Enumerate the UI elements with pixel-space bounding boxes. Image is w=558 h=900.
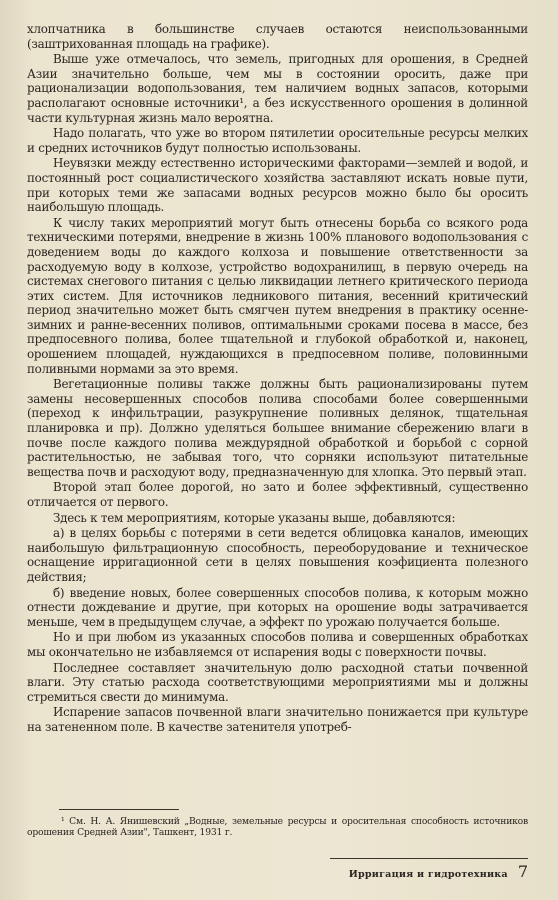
paragraph: Вегетационные поливы также должны быть рационализированы путем замены несовершенных способов полива способами более совершенными (переход к инфильтрации, разукрупнение поливных делянок, тщательная планировка и пр). Должно уделяться большее внимание сбережению влаги в почве после каждого полива междурядной обработкой и борьбой с сорной растительностью, не забывая того, что сорняки используют питательные вещества почв и расходуют воду, предназначенную для хлопка. Это первый этап. (27, 377, 528, 479)
list-item: б) введение новых, более совершенных способов полива, к которым можно отнести дождевание и другие, при которых на орошение воды затрачивается меньше, чем в предыдущем случае, а эффект по урожаю получается больше. (27, 585, 528, 629)
paragraph: Испарение запасов почвенной влаги значительно понижается при культуре на затененном поле. В качестве затенителя употреб- (27, 705, 528, 734)
list-item: а) в целях борьбы с потерями в сети ведется облицовка каналов, имеющих наибольшую фильтрационную способность, переоборудование и техническое оснащение ирригационной сети в целях повышения коэфициента полезного действия; (27, 526, 528, 584)
paragraph: хлопчатника в большинстве случаев остаются неиспользованными (заштрихованная площадь на графике). (27, 22, 528, 51)
paragraph: Здесь к тем мероприятиям, которые указаны выше, добавляются: (53, 510, 456, 525)
paragraph: Второй этап более дорогой, но зато и более эффективный, существенно отличается от первого. (27, 480, 528, 509)
page-number: 7 (517, 862, 528, 881)
paragraph: Последнее составляет значительную долю расходной статьи почвенной влаги. Эту статью расхода соответствующими мероприятиями мы и должны стремиться свести до минимума. (27, 660, 528, 704)
running-title: Ирригация и гидротехника (348, 869, 508, 880)
running-footer (349, 862, 528, 881)
paragraph: Но и при любом из указанных способов полива и совершенных обработках мы окончательно не избавляемся от испарения воды с поверхности почвы. (27, 630, 528, 659)
paragraph: Выше уже отмечалось, что земель, пригодных для орошения, в Средней Азии значительно больше, чем мы в состоянии оросить, даже при рационализации водопользования, тем наличием водных запасов, которыми располагают основные источники¹, а без искусственного орошения в долинной части культурная жизнь мало вероятна. (27, 52, 528, 125)
body-text (27, 22, 528, 735)
footnote-divider (59, 809, 179, 810)
footnote: ¹ См. Н. А. Янишевский „Водные, земельные ресурсы и оросительная способность источников орошения Средней Азии", Ташкент, 1931 г. (27, 815, 528, 838)
paragraph: К числу таких мероприятий могут быть отнесены борьба со всякого рода техническими потерями, внедрение в жизнь 100% планового водопользования с доведением воды до каждого колхоза и повышение ответственности за расходуемую воду в колхозе, устройство водохранилищ, в первую очередь на системах снегового питания с целью ликвидации летнего критического периода этих систем. Для источников ледникового питания, весенний критический период значительно может быть смягчен путем внедрения в практику осенне-зимних и ранне-весенних поливов, оптимальными сроками посева в массе, без предпосевного полива, более тщательной и глубокой обработкой и, наконец, орошением площадей, нуждающихся в предпосевном поливе, половинными поливными нормами за это время. (27, 215, 528, 376)
paragraph: Надо полагать, что уже во втором пятилетии оросительные ресурсы мелких и средних источников будут полностью использованы. (27, 126, 528, 155)
running-footer-rule (330, 858, 528, 859)
paragraph: Неувязки между естественно историческими факторами—землей и водой, и постоянный рост социалистического хозяйства заставляют искать новые пути, при которых теми же запасами водных ресурсов можно было бы оросить наибольшую площадь. (27, 156, 528, 215)
